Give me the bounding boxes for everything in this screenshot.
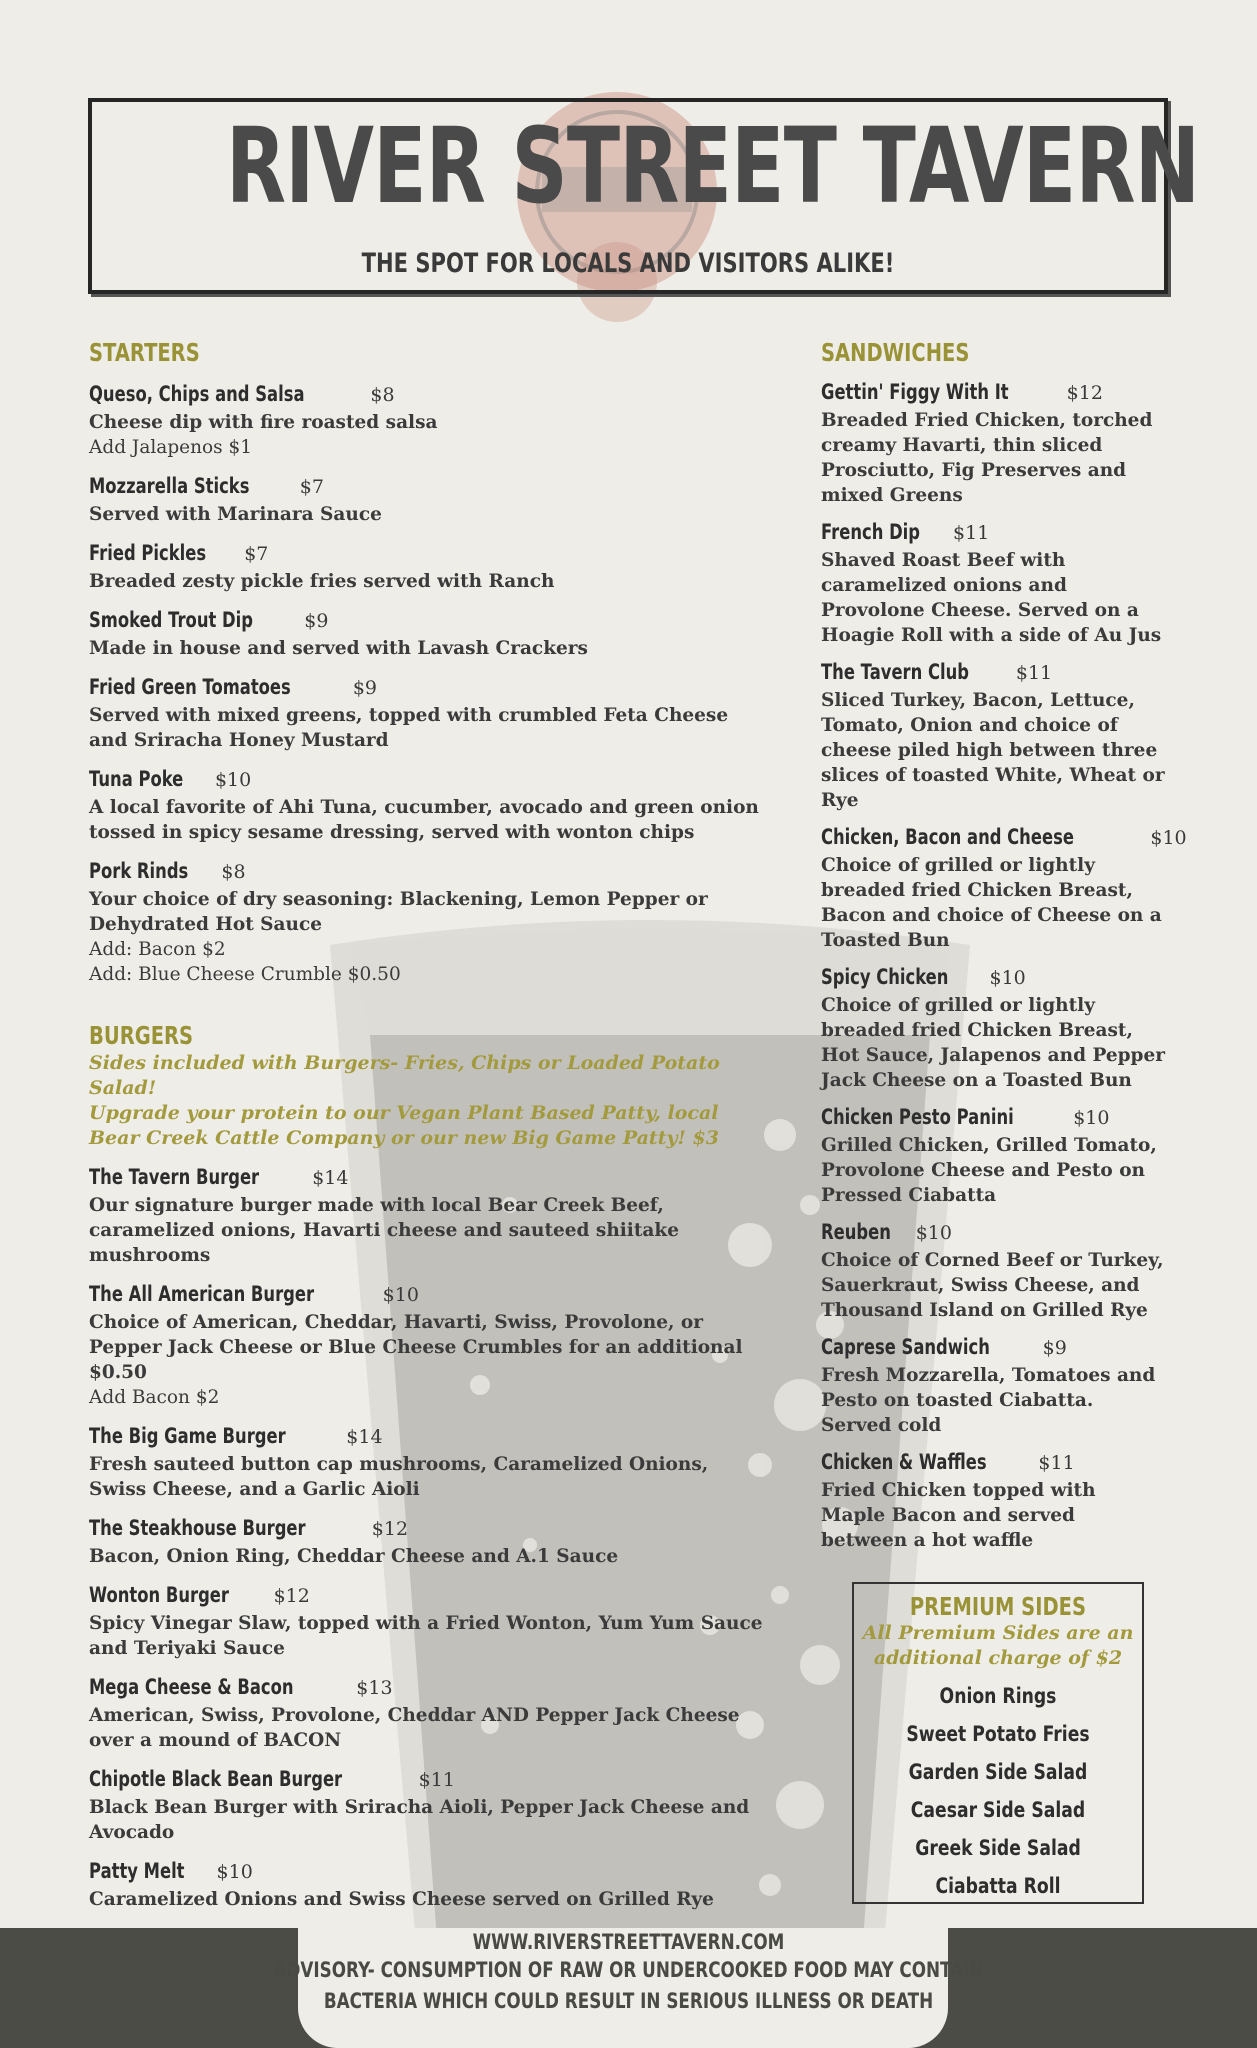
menu-item-description: Caramelized Onions and Swiss Cheese served on Grilled Rye [89,1889,714,1910]
menu-item [89,765,769,845]
left-column [89,338,769,1912]
premium-side-item: Garden Side Salad [908,1760,1088,1784]
menu-item-header [89,673,769,703]
menu-item-addon: Add Jalapenos $1 [89,437,253,458]
menu-item-header [89,1280,769,1310]
menu-item [89,539,769,594]
menu-item-description: Fresh sauteed button cap mushrooms, Caramelized Onions, Swiss Cheese, and a Garlic Aioli [89,1454,709,1500]
menu-item-name: Mega Cheese & Bacon [89,1675,294,1699]
menu-item-description: A local favorite of Ahi Tuna, cucumber, avocado and green onion tossed in spicy sesame dressing, served with wonton chips [89,797,759,843]
menu-item [89,606,769,661]
menu-item-price: $12 [273,1585,310,1607]
menu-item [821,1333,1166,1438]
menu-item-price: $11 [953,522,990,544]
menu-item-price: $9 [352,677,377,699]
menu-item-name: The All American Burger [89,1282,315,1306]
menu-item-description: Bacon, Onion Ring, Cheddar Cheese and A.1 Sauce [89,1546,619,1567]
footer-website-link[interactable]: WWW.RIVERSTREETTAVERN.COM [472,1930,785,1954]
menu-item-price: $10 [214,769,252,791]
menu-item-header [89,1857,769,1887]
section-heading-burgers: BURGERS [89,1021,194,1050]
menu-item [89,1163,769,1268]
menu-item-description: Choice of Corned Beef or Turkey, Sauerkraut, Swiss Cheese, and Thousand Island on Grilled Rye [821,1250,1164,1321]
menu-item-header [89,380,769,410]
menu-item-header [89,1673,769,1703]
menu-item-header [89,1514,769,1544]
menu-item [89,1857,769,1912]
menu-item-description: Our signature burger made with local Bear Creek Beef, caramelized onions, Havarti cheese and sauteed shiitake mushrooms [89,1195,679,1266]
menu-item-name: Smoked Trout Dip [89,608,253,632]
menu-item [821,378,1166,508]
menu-item-header [821,823,1187,853]
menu-item [89,472,769,527]
menu-item-name: Caprese Sandwich [821,1335,990,1359]
header-box [88,98,1200,294]
menu-item-description: Choice of grilled or lightly breaded fried Chicken Breast, Hot Sauce, Jalapenos and Pepper Jack Cheese on a Toasted Bun [821,995,1166,1091]
section-heading-premium-sides: PREMIUM SIDES [909,1592,1087,1621]
menu-item [89,1280,769,1410]
menu-item-description: Choice of grilled or lightly breaded fried Chicken Breast, Bacon and choice of Cheese on a Toasted Bun [821,855,1162,951]
menu-item-header [89,765,769,795]
menu-item-header [89,606,769,636]
menu-item-description: Black Bean Burger with Sriracha Aioli, Pepper Jack Cheese and Avocado [89,1797,750,1843]
burgers-upgrade-note: Upgrade your protein to our Vegan Plant Based Patty, local Bear Creek Cattle Company or our new Big Game Patty! $3 [89,1102,719,1149]
menu-item-price: $8 [221,861,246,883]
menu-item-description: Sliced Turkey, Bacon, Lettuce, Tomato, Onion and choice of cheese piled high between three slices of toasted White, Wheat or Rye [821,690,1165,811]
menu-item-price: $12 [371,1518,409,1540]
menu-item-name: French Dip [821,520,921,544]
menu-item-name: Chicken, Bacon and Cheese [821,825,1074,849]
menu-item-description: Choice of American, Cheddar, Havarti, Swiss, Provolone, or Pepper Jack Cheese or Blue Cheese Crumbles for an additional $0.50 [89,1312,743,1383]
menu-item-header [821,658,1166,688]
menu-item [89,857,769,987]
menu-item-header [821,1448,1166,1478]
premium-sides-box [852,1582,1144,1904]
menu-item-header [89,1422,769,1452]
menu-item-description: Made in house and served with Lavash Crackers [89,638,588,659]
menu-item-description: Served with mixed greens, topped with crumbled Feta Cheese and Sriracha Honey Mustard [89,705,729,751]
menu-item-price: $10 [915,1222,952,1244]
premium-side-item: Sweet Potato Fries [906,1722,1090,1746]
menu-item-name: Chicken Pesto Panini [821,1105,1014,1129]
tagline: THE SPOT FOR LOCALS AND VISITORS ALIKE! [361,248,895,279]
menu-item-addon: Add: Blue Cheese Crumble $0.50 [89,964,401,985]
menu-item-price: $7 [244,543,269,565]
premium-sides-note: All Premium Sides are an additional charge of $2 [862,1622,1134,1669]
menu-item-description: Fried Chicken topped with Maple Bacon and served between a hot waffle [821,1480,1096,1551]
menu-item-name: Fried Pickles [89,541,207,565]
burgers-sides-note: Sides included with Burgers- Fries, Chips or Loaded Potato Salad! [89,1052,720,1099]
menu-item [821,1103,1166,1208]
menu-item [89,380,769,460]
menu-item-price: $12 [1066,382,1103,404]
menu-item [89,1581,769,1661]
menu-item-name: Patty Melt [89,1859,185,1883]
menu-item-header [89,472,769,502]
menu-item-description: Spicy Vinegar Slaw, topped with a Fried Wonton, Yum Yum Sauce and Teriyaki Sauce [89,1613,763,1659]
menu-item-header [89,1163,769,1193]
menu-item-description: Breaded zesty pickle fries served with Ranch [89,571,555,592]
restaurant-title: RIVER STREET TAVERN [226,105,1200,227]
menu-item-price: $10 [382,1284,419,1306]
menu-item-price: $11 [1015,662,1053,684]
menu-item [89,1422,769,1502]
menu-item-description: American, Swiss, Provolone, Cheddar AND Pepper Jack Cheese over a mound of BACON [89,1705,740,1751]
menu-item-header [89,857,769,887]
menu-item [821,518,1166,648]
sandwiches-list [821,378,1187,1553]
menu-item-name: Mozzarella Sticks [89,474,250,498]
menu-item-price: $14 [312,1167,349,1189]
menu-item [89,1514,769,1569]
menu-item-name: Queso, Chips and Salsa [89,382,305,406]
menu-item-header [821,1333,1166,1363]
menu-item-name: The Tavern Club [821,660,970,684]
menu-item-description: Fresh Mozzarella, Tomatoes and Pesto on toasted Ciabatta. Served cold [821,1365,1156,1436]
footer-advisory-line-2: BACTERIA WHICH COULD RESULT IN SERIOUS ILLNESS OR DEATH [323,1989,934,2013]
menu-item [89,673,769,753]
menu-item-header [821,518,1166,548]
premium-sides-list [854,1677,1142,1905]
menu-item-price: $10 [1073,1107,1110,1129]
menu-item-price: $10 [216,1861,253,1883]
menu-item-name: Chicken & Waffles [821,1450,987,1474]
burgers-list [89,1163,769,1912]
menu-item-name: Spicy Chicken [821,965,949,989]
menu-item [821,1448,1166,1553]
menu-item-addon: Add: Bacon $2 [89,939,226,960]
menu-item-header [89,1581,769,1611]
menu-item-price: $11 [418,1769,455,1791]
menu-item-description: Served with Marinara Sauce [89,504,382,525]
footer-advisory-line-1: ADVISORY- CONSUMPTION OF RAW OR UNDERCOOKED FOOD MAY CONTAIN [273,1958,984,1982]
menu-item-name: The Big Game Burger [89,1424,286,1448]
menu-item-price: $9 [304,610,329,632]
menu-item-name: Tuna Poke [89,767,184,791]
menu-item [821,658,1166,813]
menu-item [89,1673,769,1753]
section-heading-sandwiches: SANDWICHES [821,338,970,367]
starters-list [89,380,769,987]
menu-item-description: Shaved Roast Beef with caramelized onions and Provolone Cheese. Served on a Hoagie Roll with a side of Au Jus [821,550,1162,646]
menu-item-description: Breaded Fried Chicken, torched creamy Havarti, thin sliced Prosciutto, Fig Preserves and mixed Greens [821,410,1153,506]
menu-item-name: Chipotle Black Bean Burger [89,1767,343,1791]
menu-item-price: $8 [370,384,395,406]
menu-item-description: Your choice of dry seasoning: Blackening, Lemon Pepper or Dehydrated Hot Sauce [89,889,708,935]
menu-item-name: The Steakhouse Burger [89,1516,306,1540]
menu-item-header [89,539,769,569]
section-heading-starters: STARTERS [89,338,200,367]
menu-item-name: Pork Rinds [89,859,189,883]
menu-item-header [821,1218,1166,1248]
menu-item-header [821,1103,1166,1133]
premium-side-item: Caesar Side Salad [910,1798,1086,1822]
menu-item [821,1218,1166,1323]
menu-item-name: Gettin' Figgy With It [821,380,1009,404]
menu-item-price: $14 [346,1426,383,1448]
menu-item-description: Cheese dip with fire roasted salsa [89,412,438,433]
menu-item-addon: Add Bacon $2 [89,1387,220,1408]
menu-item-name: Fried Green Tomatoes [89,675,291,699]
menu-item-price: $11 [1038,1452,1075,1474]
menu-item-description: Grilled Chicken, Grilled Tomato, Provolone Cheese and Pesto on Pressed Ciabatta [821,1135,1157,1206]
menu-item-name: The Tavern Burger [89,1165,260,1189]
menu-item [89,1765,769,1845]
menu-item-price: $9 [1042,1337,1067,1359]
right-column [821,338,1187,1553]
menu-item-price: $10 [989,967,1026,989]
menu-item [821,963,1166,1093]
menu-item [821,823,1187,953]
menu-item-header [821,963,1166,993]
menu-item-price: $13 [356,1677,393,1699]
premium-side-item: Greek Side Salad [915,1836,1081,1860]
menu-item-header [821,378,1166,408]
burgers-section [89,1021,769,1912]
menu-item-name: Reuben [821,1220,891,1244]
menu-item-price: $10 [1150,827,1187,849]
premium-side-item: Onion Rings [939,1684,1057,1708]
menu-item-price: $7 [299,476,324,498]
menu-item-name: Wonton Burger [89,1583,229,1607]
menu-item-header [89,1765,769,1795]
premium-side-item: Ciabatta Roll [935,1874,1061,1898]
starters-section [89,338,769,987]
